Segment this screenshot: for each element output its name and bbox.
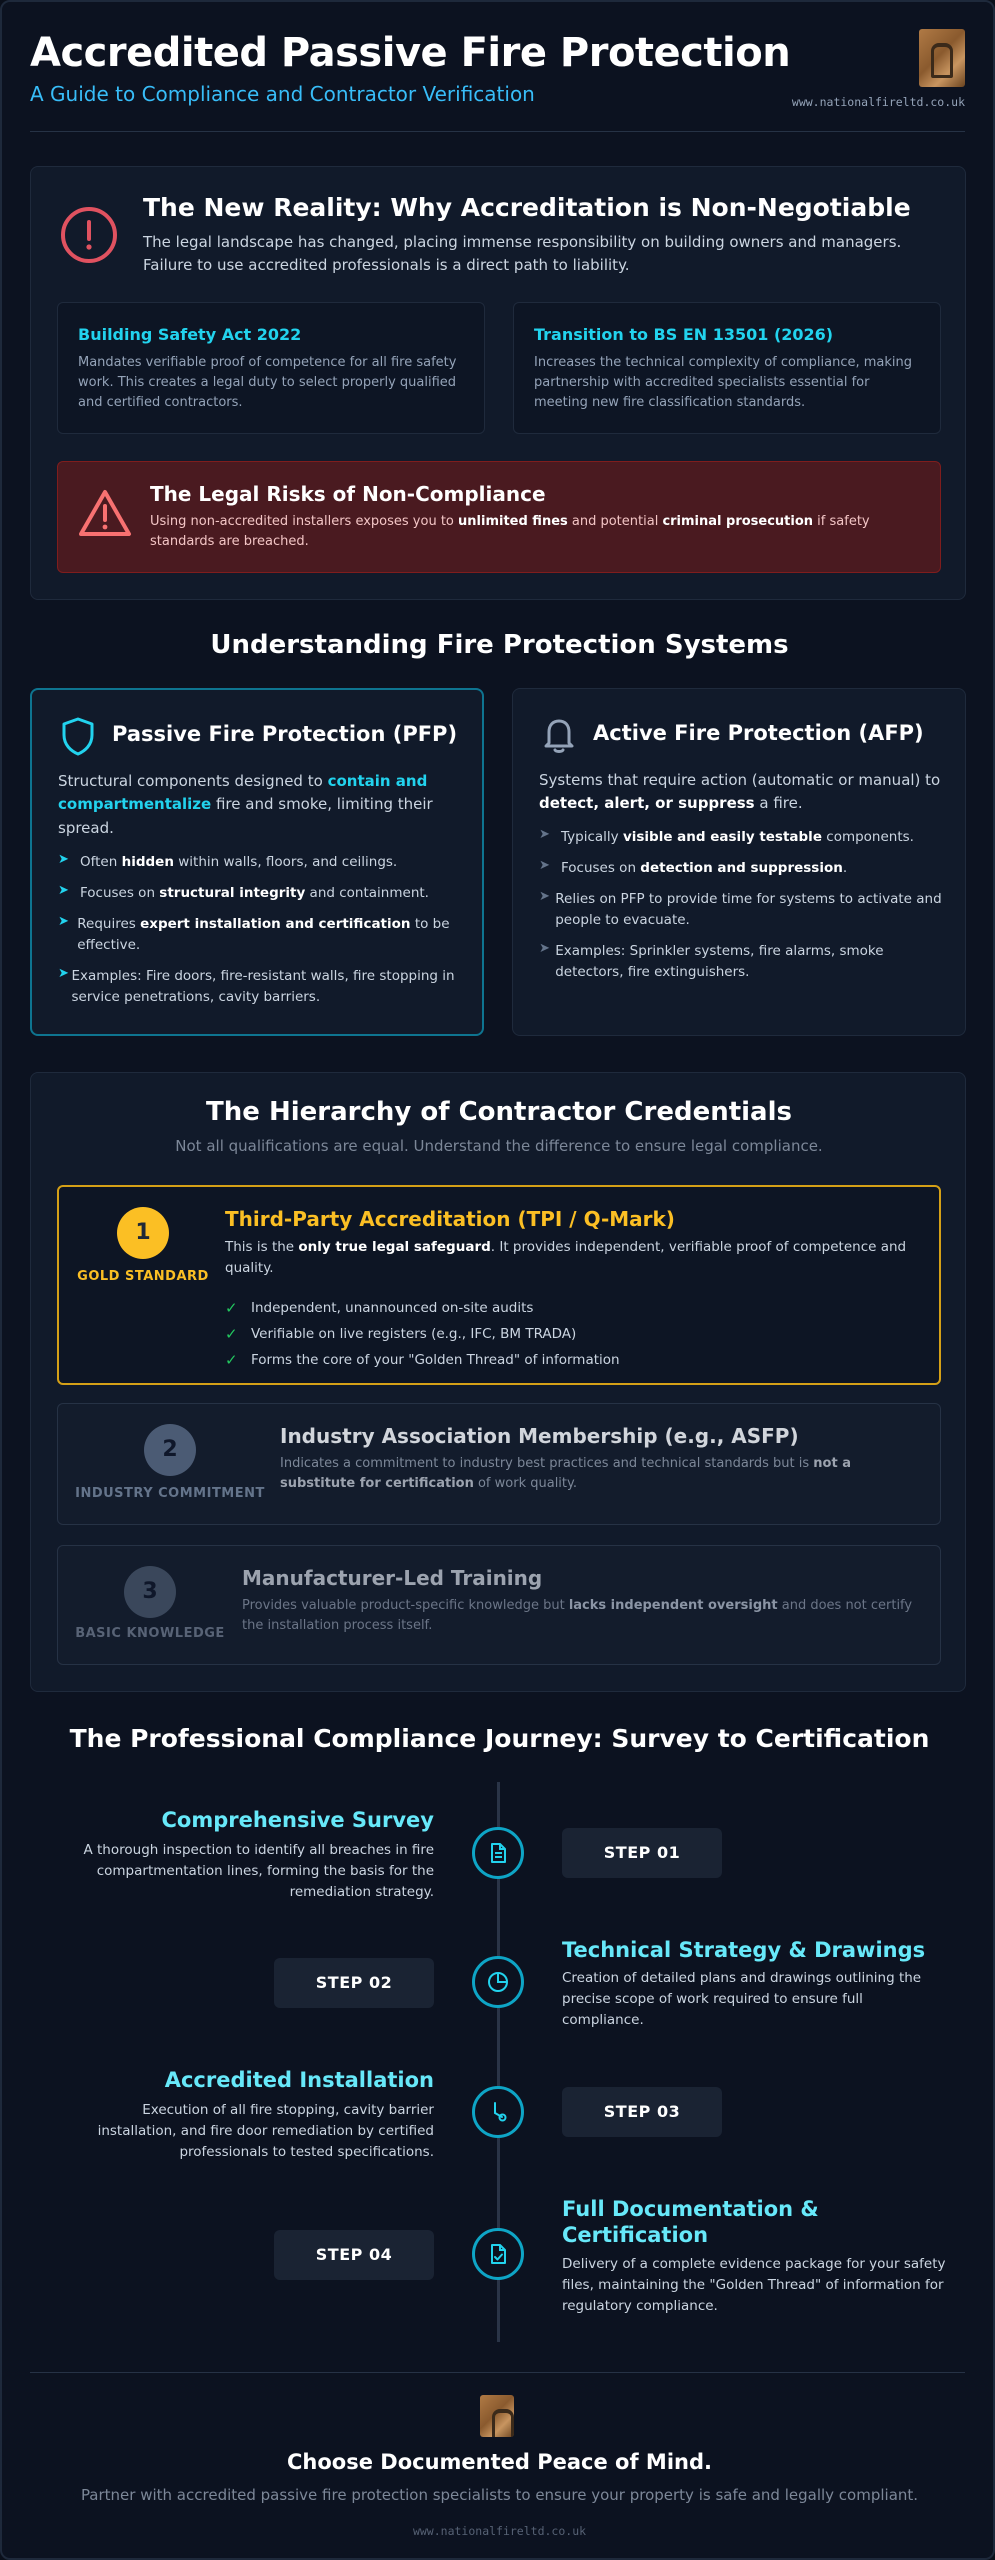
hierarchy-section — [30, 1072, 966, 1692]
afp-list — [539, 827, 943, 993]
footer-divider — [30, 2372, 965, 2373]
list-item: ➤ Focuses on detection and suppression. — [539, 857, 848, 876]
bell-icon — [541, 715, 577, 759]
pfp-list — [58, 852, 462, 1018]
law-card-text: Increases the technical complexity of compliance, making partnership with accredited specialists essential for meeting new fire classification standards. — [534, 355, 912, 411]
tier-industry-commitment — [57, 1403, 941, 1525]
step-title: Comprehensive Survey — [161, 1808, 434, 1832]
document-icon — [472, 1827, 524, 1879]
tier-checklist — [225, 1295, 915, 1373]
afp-description: Systems that require action (automatic or manual) to detect, alert, or suppress a fire. — [539, 771, 941, 813]
page-subtitle: A Guide to Compliance and Contractor Verification — [30, 82, 535, 106]
law-card-bsa — [57, 302, 485, 434]
step-label-box: STEP 03 — [562, 2087, 722, 2137]
step-title: Full Documentation & Certification — [562, 2197, 819, 2248]
checklist-item: ✓ Forms the core of your "Golden Thread" of information — [225, 1351, 620, 1369]
tier-label: BASIC KNOWLEDGE — [75, 1626, 225, 1641]
step-title: Accredited Installation — [164, 2068, 434, 2092]
list-item: ➤ Examples: Fire doors, fire-resistant walls, fire stopping in service penetrations, cavity barriers. — [58, 965, 455, 1005]
step-label-box: STEP 02 — [274, 1958, 434, 2008]
checklist-item: ✓ Independent, unannounced on-site audits — [225, 1299, 534, 1317]
reality-intro: The legal landscape has changed, placing immense responsibility on building owners and managers. Failure to use accredited professionals is a direct path to liability. — [143, 233, 902, 275]
header-divider — [30, 131, 965, 132]
tier-title: Industry Association Membership (e.g., ASFP) — [280, 1424, 799, 1448]
risk-title: The Legal Risks of Non-Compliance — [150, 482, 546, 506]
law-card-title: Building Safety Act 2022 — [78, 325, 302, 344]
check-icon: ✓ — [225, 1351, 238, 1369]
step-description: Creation of detailed plans and drawings outlining the precise scope of work required to ensure full compliance. — [562, 1970, 922, 2028]
tier-number-badge: 1 — [117, 1207, 169, 1259]
afp-title: Active Fire Protection (AFP) — [593, 721, 924, 745]
footer-text: Partner with accredited passive fire protection specialists to ensure your property is safe and legally compliant. — [80, 2486, 919, 2504]
tier-text: Provides valuable product-specific knowledge but lacks independent oversight and does not certify the installation process itself. — [242, 1598, 913, 1634]
journey-heading: The Professional Compliance Journey: Survey to Certification — [69, 1724, 930, 1753]
tier-number-badge: 2 — [144, 1424, 196, 1476]
list-item: ➤ Often hidden within walls, floors, and ceilings. — [58, 852, 398, 870]
tier-title: Third-Party Accreditation (TPI / Q-Mark) — [225, 1207, 675, 1231]
pfp-title: Passive Fire Protection (PFP) — [112, 722, 458, 746]
step-description: Execution of all fire stopping, cavity barrier installation, and fire door remediation by certified professionals to tested specifications. — [97, 2102, 434, 2160]
step-description: A thorough inspection to identify all breaches in fire compartmentation lines, forming the basis for the remediation strategy. — [83, 1842, 434, 1900]
check-icon: ✓ — [225, 1325, 238, 1343]
footer-website[interactable]: www.nationalfireltd.co.uk — [412, 2524, 587, 2538]
pie-chart-icon — [472, 1956, 524, 2008]
alert-circle-icon — [61, 207, 117, 263]
reality-section — [30, 166, 966, 600]
law-card-bsen — [513, 302, 941, 434]
step-label-box: STEP 04 — [274, 2230, 434, 2280]
shield-icon — [60, 716, 96, 760]
tier-gold-standard — [57, 1185, 941, 1385]
law-card-text: Mandates verifiable proof of competence for all fire safety work. This creates a legal duty to select properly qualified and certified contractors. — [78, 355, 457, 411]
header-website[interactable]: www.nationalfireltd.co.uk — [791, 95, 965, 109]
list-item: ➤ Typically visible and easily testable components. — [539, 827, 914, 845]
tool-icon — [472, 2086, 524, 2138]
tier-text: This is the only true legal safeguard. It provides independent, verifiable proof of competence and quality. — [225, 1239, 907, 1276]
company-logo — [919, 29, 965, 87]
list-item: ➤ Focuses on structural integrity and containment. — [58, 882, 429, 901]
tier-number-badge: 3 — [124, 1566, 176, 1618]
tier-basic-knowledge — [57, 1545, 941, 1665]
footer-logo — [480, 2395, 514, 2437]
step-title: Technical Strategy & Drawings — [562, 1938, 926, 1962]
pfp-card — [30, 688, 484, 1036]
hierarchy-subheading: Not all qualifications are equal. Understand the difference to ensure legal compliance. — [175, 1137, 823, 1155]
pfp-description: Structural components designed to contain and compartmentalize fire and smoke, limiting their spread. — [58, 772, 433, 837]
tier-text: Indicates a commitment to industry best practices and technical standards but is not a substitute for certification of work quality. — [280, 1456, 851, 1492]
tier-title: Manufacturer-Led Training — [242, 1566, 543, 1590]
risk-text: Using non-accredited installers exposes you to unlimited fines and potential criminal prosecution if safety standards are breached. — [150, 514, 870, 550]
reality-heading: The New Reality: Why Accreditation is Non-Negotiable — [143, 193, 911, 222]
systems-heading: Understanding Fire Protection Systems — [210, 630, 789, 660]
page-title: Accredited Passive Fire Protection — [30, 30, 791, 76]
tier-label: GOLD STANDARD — [77, 1269, 209, 1284]
checklist-item: ✓ Verifiable on live registers (e.g., IFC, BM TRADA) — [225, 1325, 577, 1343]
certificate-icon — [472, 2228, 524, 2280]
afp-card — [512, 688, 966, 1036]
legal-risk-callout — [57, 461, 941, 573]
tier-label: INDUSTRY COMMITMENT — [75, 1486, 265, 1501]
list-item: ➤ Relies on PFP to provide time for systems to activate and people to evacuate. — [539, 888, 942, 928]
step-label-box: STEP 01 — [562, 1828, 722, 1878]
list-item: ➤ Examples: Sprinkler systems, fire alarms, smoke detectors, fire extinguishers. — [539, 940, 884, 980]
hierarchy-heading: The Hierarchy of Contractor Credentials — [206, 1097, 792, 1127]
step-description: Delivery of a complete evidence package for your safety files, maintaining the "Golden Thread" of information for regulatory compliance. — [562, 2256, 946, 2314]
law-card-title: Transition to BS EN 13501 (2026) — [534, 325, 834, 344]
check-icon: ✓ — [225, 1299, 238, 1317]
warning-triangle-icon — [78, 488, 132, 542]
footer-heading: Choose Documented Peace of Mind. — [287, 2450, 712, 2474]
list-item: ➤ Requires expert installation and certification to be effective. — [58, 913, 450, 953]
